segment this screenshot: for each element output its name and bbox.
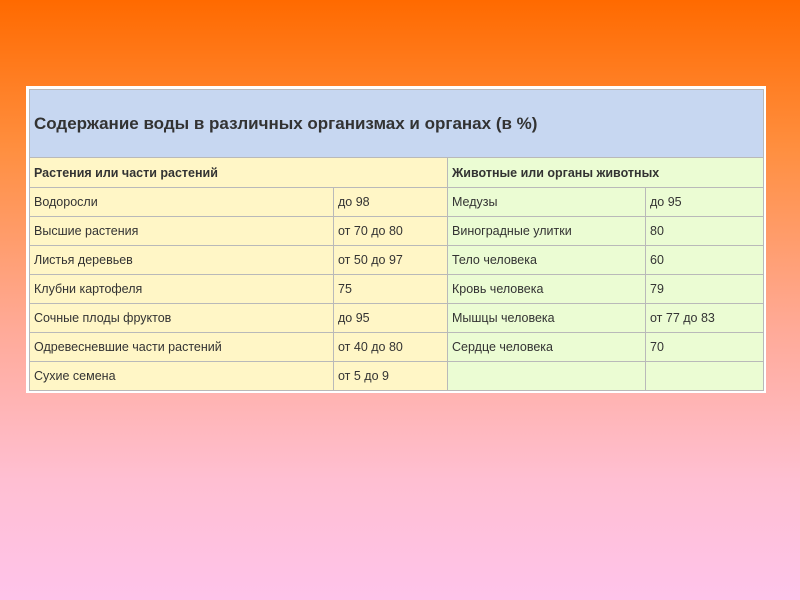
animal-value-cell: 60	[646, 246, 764, 275]
plant-name-cell: Сочные плоды фруктов	[30, 304, 334, 333]
plant-value-cell: 75	[334, 275, 448, 304]
table-frame	[26, 86, 766, 393]
animal-value-cell: 80	[646, 217, 764, 246]
animal-value-cell: 70	[646, 333, 764, 362]
plant-name-cell: Клубни картофеля	[30, 275, 334, 304]
table-row	[30, 333, 764, 362]
plant-value-cell: от 5 до 9	[334, 362, 448, 391]
animal-value-cell: до 95	[646, 188, 764, 217]
plant-value-cell: от 50 до 97	[334, 246, 448, 275]
table-row	[30, 246, 764, 275]
table-row	[30, 217, 764, 246]
animal-name-cell: Кровь человека	[448, 275, 646, 304]
table-title: Содержание воды в различных организмах и органах (в %)	[30, 90, 764, 158]
animal-name-cell: Тело человека	[448, 246, 646, 275]
plant-value-cell: от 40 до 80	[334, 333, 448, 362]
plant-value-cell: до 98	[334, 188, 448, 217]
title-row	[30, 90, 764, 158]
plant-value-cell: до 95	[334, 304, 448, 333]
animal-name-cell: Медузы	[448, 188, 646, 217]
header-row	[30, 158, 764, 188]
plant-name-cell: Листья деревьев	[30, 246, 334, 275]
water-content-table	[29, 89, 764, 391]
animal-value-cell: 79	[646, 275, 764, 304]
plant-value-cell: от 70 до 80	[334, 217, 448, 246]
animal-name-cell: Мышцы человека	[448, 304, 646, 333]
animal-value-cell	[646, 362, 764, 391]
table-row	[30, 275, 764, 304]
table-row	[30, 304, 764, 333]
animal-name-cell: Виноградные улитки	[448, 217, 646, 246]
animal-name-cell	[448, 362, 646, 391]
plant-name-cell: Водоросли	[30, 188, 334, 217]
plant-name-cell: Сухие семена	[30, 362, 334, 391]
plant-name-cell: Высшие растения	[30, 217, 334, 246]
animal-value-cell: от 77 до 83	[646, 304, 764, 333]
table-row	[30, 188, 764, 217]
table-row	[30, 362, 764, 391]
animal-name-cell: Сердце человека	[448, 333, 646, 362]
plants-header: Растения или части растений	[30, 158, 448, 188]
animals-header: Животные или органы животных	[448, 158, 764, 188]
plant-name-cell: Одревесневшие части растений	[30, 333, 334, 362]
